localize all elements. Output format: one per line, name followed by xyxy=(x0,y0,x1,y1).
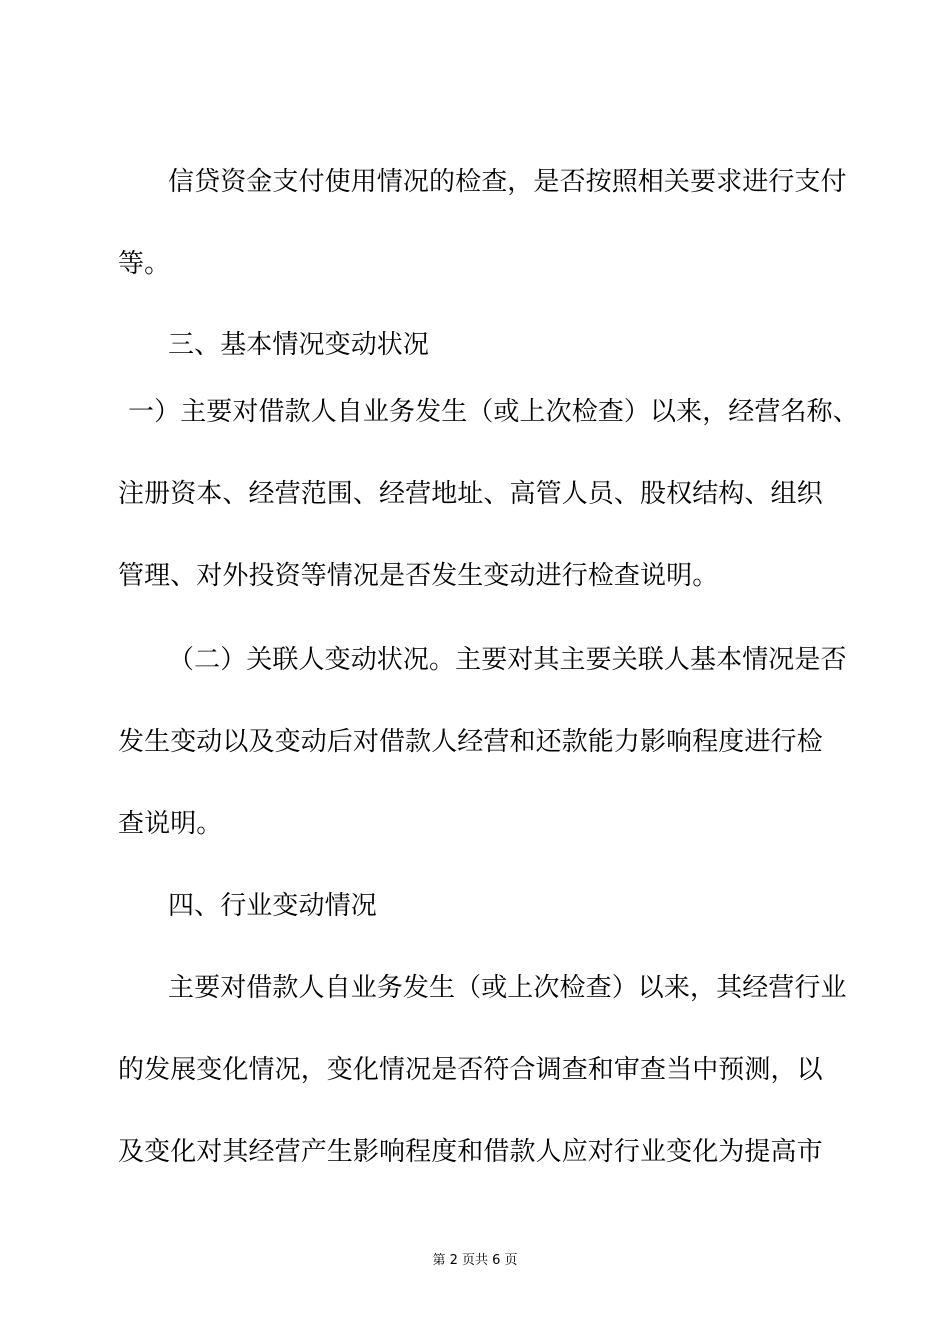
paragraph-line: 的发展变化情况，变化情况是否符合调查和审查当中预测，以 xyxy=(118,1055,823,1085)
paragraph-line: 信贷资金支付使用情况的检查，是否按照相关要求进行支付 xyxy=(168,167,847,197)
paragraph-line: 主要对借款人自业务发生（或上次检查）以来，其经营行业 xyxy=(168,973,847,1003)
paragraph-line: 及变化对其经营产生影响程度和借款人应对行业变化为提高市 xyxy=(118,1137,823,1167)
section-heading: 三、基本情况变动状况 xyxy=(168,330,430,360)
paragraph-line: 查说明。 xyxy=(118,809,223,839)
section-heading: 四、行业变动情况 xyxy=(168,891,377,921)
paragraph-line: 注册资本、经营范围、经营地址、高管人员、股权结构、组织 xyxy=(118,479,823,509)
paragraph-line: 一）主要对借款人自业务发生（或上次检查）以来，经营名称、 xyxy=(128,397,859,427)
paragraph-line: 等。 xyxy=(118,249,171,279)
paragraph-line: （二）关联人变动状况。主要对其主要关联人基本情况是否 xyxy=(168,645,847,675)
paragraph-line: 发生变动以及变动后对借款人经营和还款能力影响程度进行检 xyxy=(118,727,823,757)
page-number-footer: 第 2 页共 6 页 xyxy=(432,1253,518,1268)
paragraph-line: 管理、对外投资等情况是否发生变动进行检查说明。 xyxy=(118,561,719,591)
